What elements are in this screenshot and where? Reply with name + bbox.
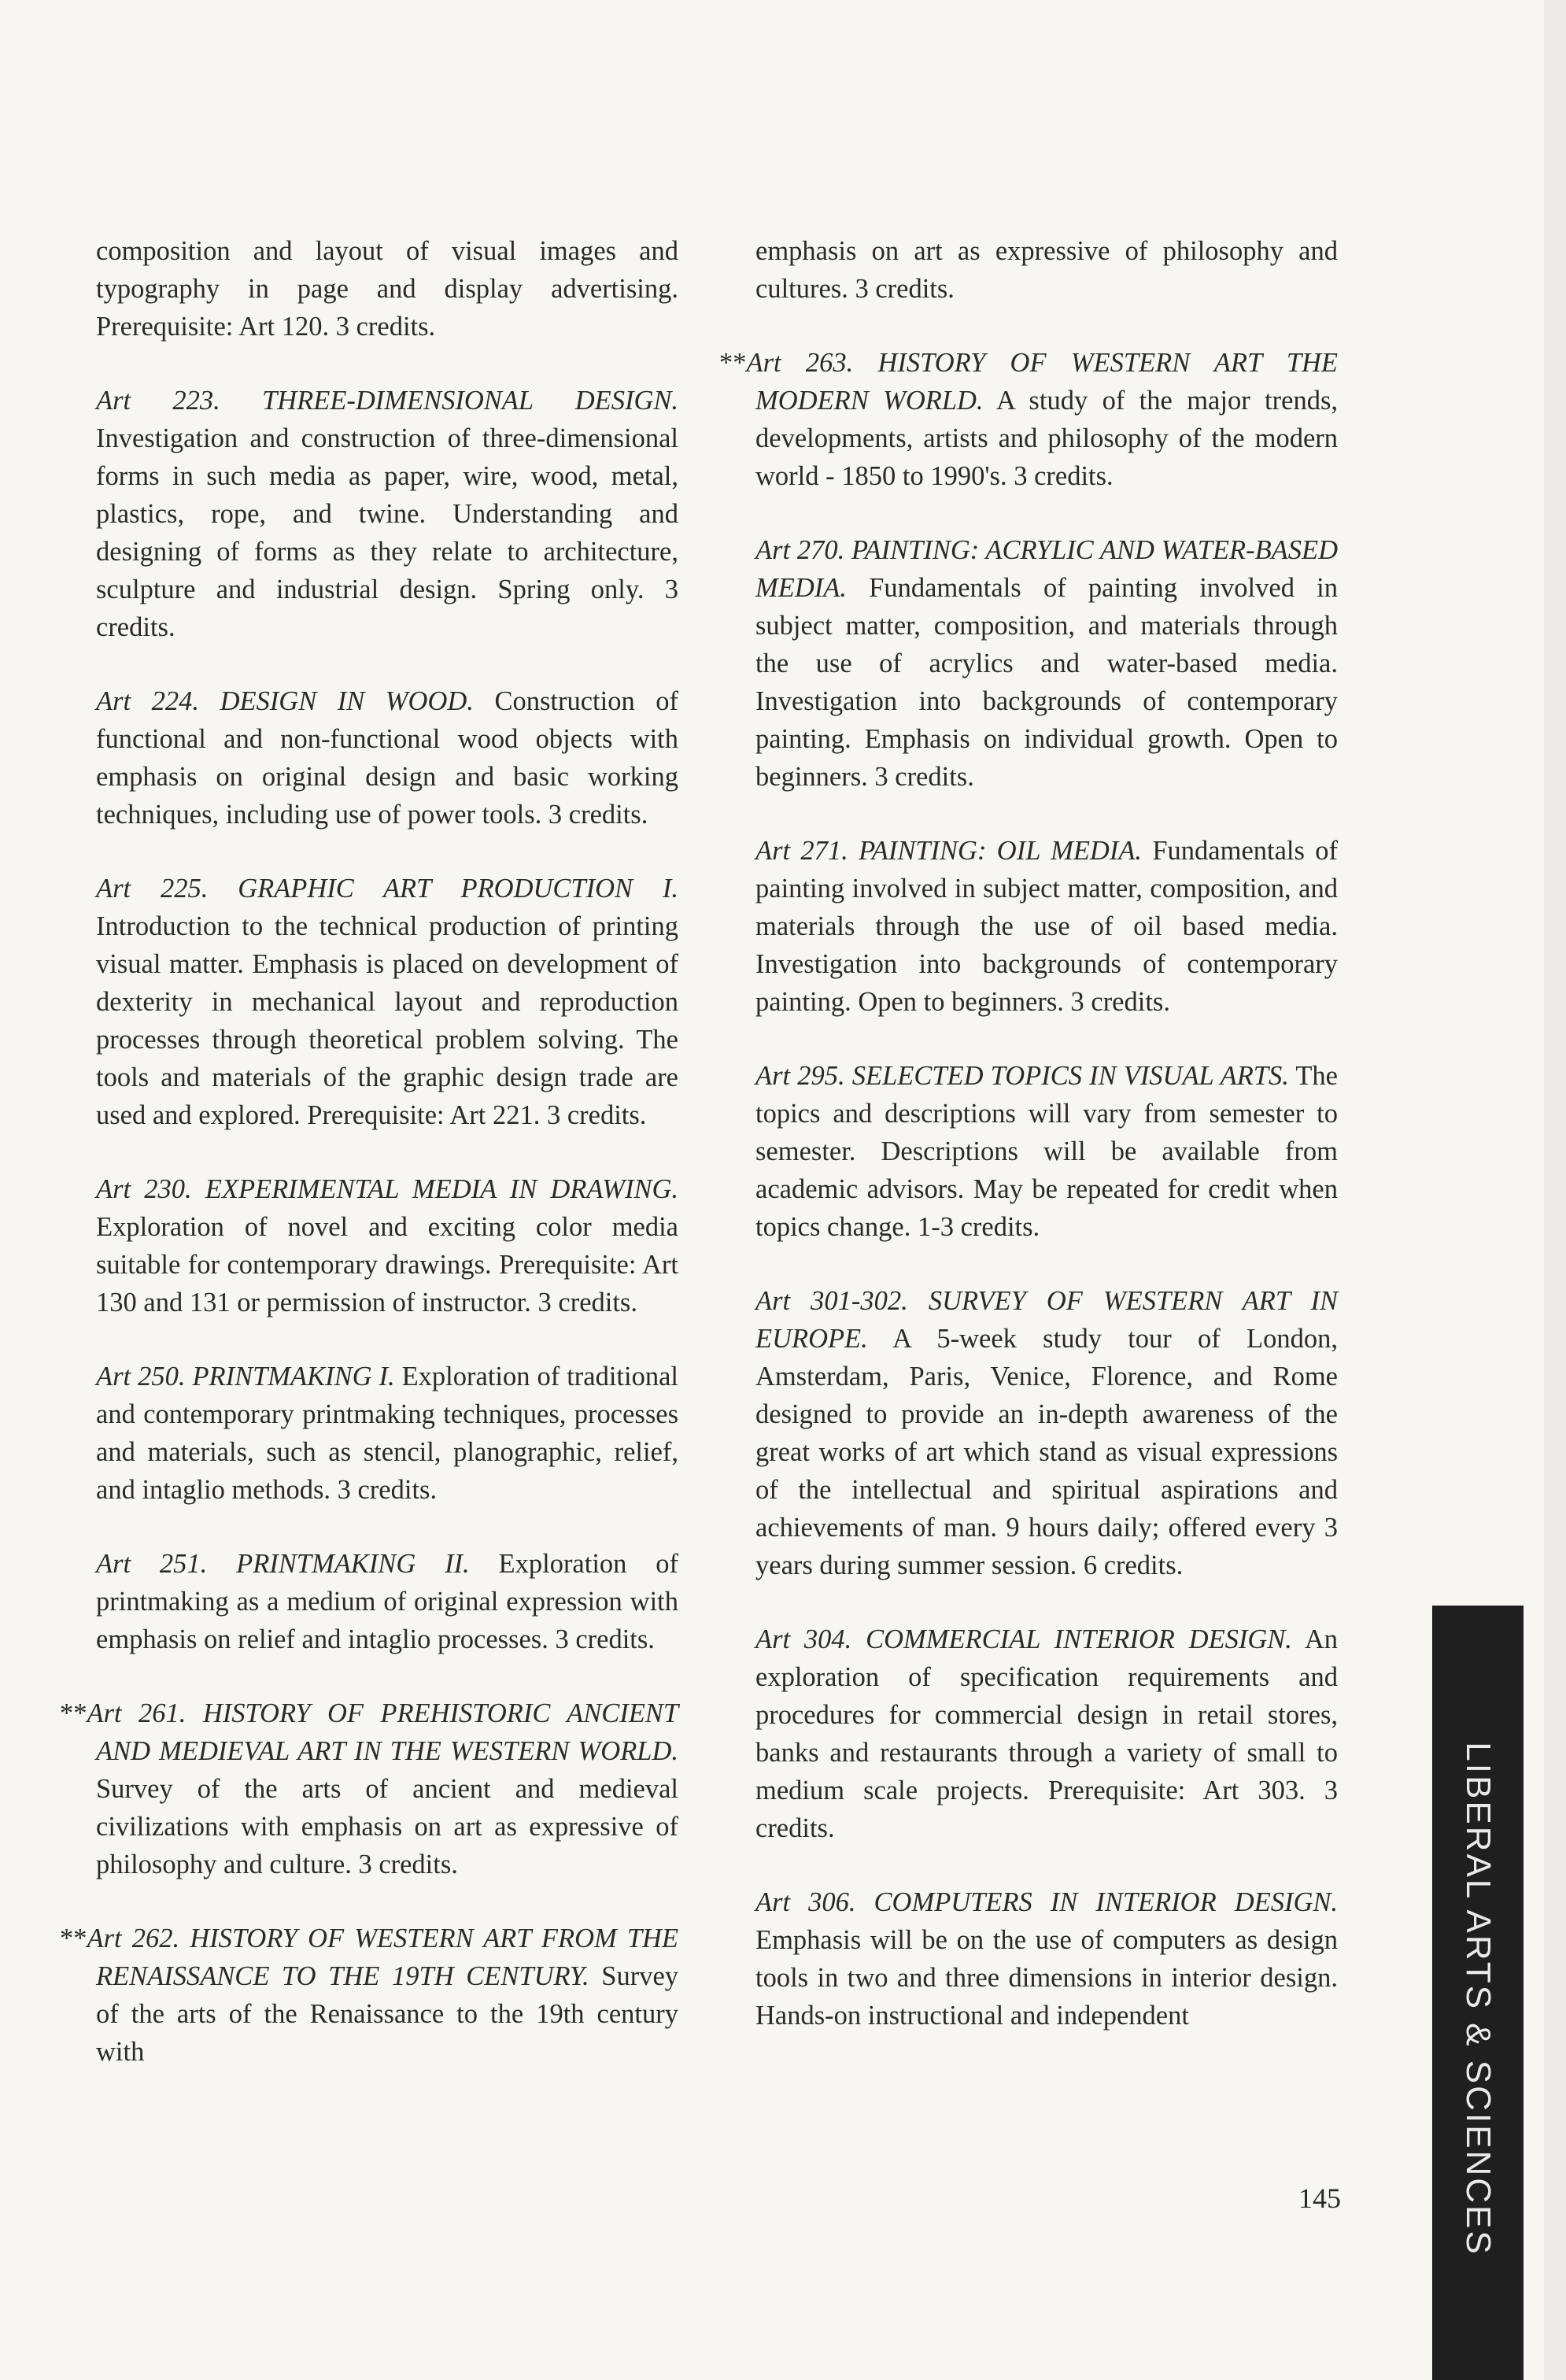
course-entry	[755, 1883, 1338, 2034]
course-entry	[755, 531, 1338, 796]
course-entry	[60, 1920, 679, 2071]
course-entry	[96, 682, 678, 833]
page-number: 145	[1298, 2182, 1341, 2214]
course-description: The topics and descriptions will vary from semester to semester. Descriptions will be available from academic advisors. May be repeated for credit when topics change. 1-3 credits.	[755, 1061, 1338, 1242]
course-description: Investigation and construction of three-dimensional forms in such media as paper, wire, wood, metal, plastics, rope, and twine. Understanding and designing of forms as they relate to architecture, sculpture and industrial design. Spring only. 3 credits.	[96, 423, 678, 642]
course-description: Survey of the arts of the Renaissance to the 19th century with	[96, 1961, 679, 2067]
course-description: Survey of the arts of ancient and medieval civilizations with emphasis on art as expressive of philosophy and culture. 3 credits.	[96, 1774, 678, 1879]
course-description: emphasis on art as expressive of philosophy and cultures. 3 credits.	[755, 236, 1338, 304]
course-code: Art 304.	[755, 1624, 852, 1654]
page-edge	[1544, 0, 1566, 2380]
course-title: GRAPHIC ART PRODUCTION I.	[238, 874, 679, 904]
course-description: An exploration of specification requirements and procedures for commercial design in retail stores, banks and restaurants through a variety of small to medium scale projects. Prerequisite: Art 303. 3 credits.	[755, 1624, 1338, 1843]
course-title: PRINTMAKING I.	[192, 1362, 395, 1391]
course-title: THREE-DIMENSIONAL DESIGN.	[262, 386, 679, 416]
course-code: Art 271.	[755, 836, 848, 866]
course-entry	[96, 1545, 678, 1658]
course-code: Art 230.	[96, 1174, 192, 1204]
course-entry	[755, 1282, 1338, 1584]
course-description: composition and layout of visual images and typography in page and display advertising. Prerequisite: Art 120. 3 credits.	[96, 236, 678, 342]
course-title: COMMERCIAL INTERIOR DESIGN.	[866, 1624, 1292, 1654]
course-description: Exploration of printmaking as a medium of original expression with emphasis on relief and intaglio processes. 3 credits.	[96, 1549, 678, 1654]
course-code: Art 301-302.	[755, 1286, 908, 1316]
course-title: PAINTING: ACRYLIC AND WATER-BASED MEDIA.	[755, 535, 1338, 603]
course-title: SELECTED TOPICS IN VISUAL ARTS.	[851, 1061, 1289, 1091]
course-entry	[96, 382, 678, 646]
course-entry	[96, 1170, 678, 1321]
course-entry	[96, 232, 678, 346]
course-description: Construction of functional and non-functional wood objects with emphasis on original design and basic working techniques, including use of power tools. 3 credits.	[96, 686, 678, 830]
required-marker: **	[719, 348, 747, 378]
course-title: PRINTMAKING II.	[236, 1549, 470, 1579]
course-description: Fundamentals of painting involved in subject matter, composition, and materials through the use of oil based media. Investigation into backgrounds of contemporary painting. Open to beginners. 3 credits.	[755, 836, 1338, 1017]
course-description: A study of the major trends, developments, artists and philosophy of the modern world - 1850 to 1990's. 3 credits.	[755, 386, 1338, 491]
course-title: SURVEY OF WESTERN ART IN EUROPE.	[755, 1286, 1339, 1354]
course-title: HISTORY OF PREHISTORIC ANCIENT AND MEDIEVAL ART IN THE WESTERN WORLD.	[96, 1698, 678, 1766]
course-description: Fundamentals of painting involved in subject matter, composition, and materials through the use of acrylics and water-based media. Investigation into backgrounds of contemporary painting. Emphasis on individual growth. Open to beginners. 3 credits.	[755, 573, 1339, 792]
course-description: Introduction to the technical production of printing visual matter. Emphasis is placed on development of dexterity in mechanical layout and reproduction processes through theoretical problem solving. The tools and materials of the graphic design trade are used and explored. Prerequisite: Art 221. 3 credits.	[96, 911, 678, 1130]
course-title: PAINTING: OIL MEDIA.	[859, 836, 1143, 866]
course-entry	[96, 870, 678, 1134]
course-code: Art 261.	[87, 1698, 187, 1728]
course-code: Art 270.	[755, 535, 845, 565]
required-marker: **	[60, 1924, 87, 1953]
section-tab-label: LIBERAL ARTS & SCIENCES	[1459, 1742, 1498, 2256]
left-column	[60, 232, 679, 2107]
course-title: COMPUTERS IN INTERIOR DESIGN.	[873, 1887, 1338, 1917]
course-title: HISTORY OF WESTERN ART FROM THE RENAISSANCE TO THE 19TH CENTURY.	[96, 1924, 679, 1991]
course-code: Art 251.	[96, 1549, 208, 1579]
course-entry	[755, 1057, 1338, 1246]
course-entry	[719, 344, 1338, 495]
course-entry	[755, 832, 1338, 1021]
course-title: HISTORY OF WESTERN ART THE MODERN WORLD.	[755, 348, 1338, 416]
course-code: Art 263.	[746, 348, 854, 378]
course-description: A 5-week study tour of London, Amsterdam, Paris, Venice, Florence, and Rome designed to provide an in-depth awareness of the great works of art which stand as visual expressions of the intellectual and spiritual aspirations and achievements of man. 9 hours daily; offered every 3 years during summer session. 6 credits.	[755, 1324, 1338, 1580]
course-description: Exploration of novel and exciting color media suitable for contemporary drawings. Prerequisite: Art 130 and 131 or permission of instructor. 3 credits.	[96, 1212, 678, 1318]
course-entry	[755, 1621, 1338, 1847]
course-code: Art 306.	[755, 1887, 856, 1917]
course-code: Art 295.	[755, 1061, 845, 1091]
course-code: Art 223.	[96, 386, 220, 416]
course-entry	[60, 1694, 678, 1883]
course-title: EXPERIMENTAL MEDIA IN DRAWING.	[205, 1174, 678, 1204]
course-description: Emphasis will be on the use of computers as design tools in two and three dimensions in interior design. Hands-on instructional and independent	[755, 1925, 1338, 2031]
required-marker: **	[60, 1698, 87, 1728]
course-code: Art 225.	[96, 874, 209, 904]
course-code: Art 250.	[96, 1362, 186, 1391]
course-description: Exploration of traditional and contemporary printmaking techniques, processes and materials, such as stencil, planographic, relief, and intaglio methods. 3 credits.	[96, 1362, 678, 1505]
course-title: DESIGN IN WOOD.	[220, 686, 474, 716]
course-code: Art 262.	[87, 1924, 180, 1953]
course-entry	[96, 1358, 678, 1509]
course-code: Art 224.	[96, 686, 200, 716]
right-column	[719, 232, 1339, 2071]
section-tab	[1432, 1606, 1524, 2380]
course-entry	[755, 232, 1338, 308]
